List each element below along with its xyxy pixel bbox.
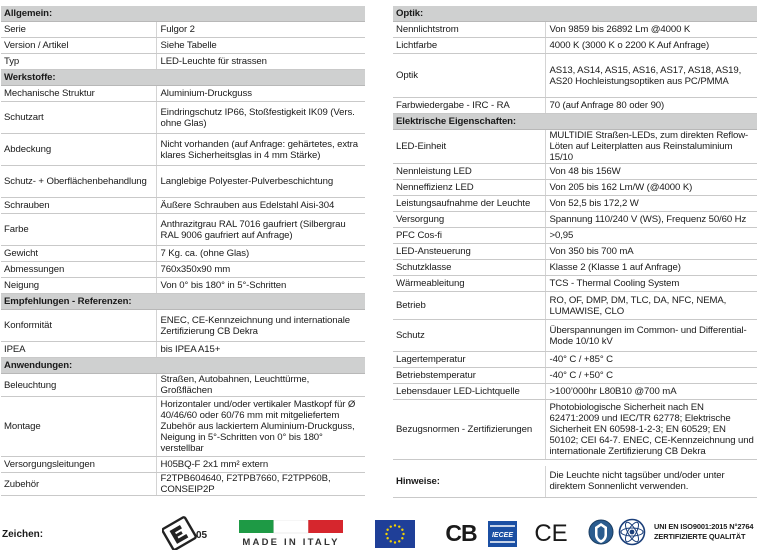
- spec-value: -40° C / +50° C: [545, 368, 757, 384]
- italy-flag-green: [239, 520, 274, 533]
- eu-star-icon: [402, 533, 404, 535]
- spec-label: Gewicht: [1, 246, 156, 262]
- spec-label: Farbwiedergabe - IRC - RA: [393, 98, 545, 114]
- cb-scheme-logo: CB: [445, 520, 477, 546]
- spec-row: [1, 214, 365, 246]
- spec-value: bis IPEA A15+: [156, 342, 365, 358]
- spec-value: Von 48 bis 156W: [545, 164, 757, 180]
- spec-row: [1, 246, 365, 262]
- spec-value: Klasse 2 (Klasse 1 auf Anfrage): [545, 260, 757, 276]
- spec-label: Abmessungen: [1, 262, 156, 278]
- spec-row: [393, 260, 757, 276]
- spec-value: Die Leuchte nicht tagsüber und/oder unter direktem Sonnenlicht verwenden.: [545, 466, 757, 498]
- section-title: Werkstoffe:: [1, 70, 365, 86]
- right-spec-table: [393, 6, 757, 498]
- spec-value: F2TPB604640, F2TPB7660, F2TPP60B, CONSEIP2P: [156, 473, 365, 496]
- spec-row: [1, 166, 365, 198]
- enec-logo: [162, 516, 212, 550]
- spec-label: LED-Ansteuerung: [393, 244, 545, 260]
- spec-value: >100’000hr L80B10 @700 mA: [545, 384, 757, 400]
- enec-number: 05: [196, 530, 208, 541]
- spec-value: Von 350 bis 700 mA: [545, 244, 757, 260]
- spec-row: [393, 244, 757, 260]
- spec-row: [393, 98, 757, 114]
- spec-label: Typ: [1, 54, 156, 70]
- spec-row: [393, 38, 757, 54]
- eu-star-icon: [398, 540, 400, 542]
- spec-label: Lagertemperatur: [393, 352, 545, 368]
- spec-value: Äußere Schrauben aus Edelstahl Aisi-304: [156, 198, 365, 214]
- spec-row: [1, 397, 365, 457]
- spec-row: [1, 102, 365, 134]
- made-in-italy-logo: [239, 520, 343, 548]
- spec-row: [1, 342, 365, 358]
- spec-label: Nenneffizienz LED: [393, 180, 545, 196]
- spec-value: Aluminium-Druckguss: [156, 86, 365, 102]
- spec-value: Spannung 110/240 V (WS), Frequenz 50/60 Hz: [545, 212, 757, 228]
- spec-value: Anthrazitgrau RAL 7016 gaufriert (Silbergrau RAL 9006 gaufriert auf Anfrage): [156, 214, 365, 246]
- spec-row: [1, 473, 365, 496]
- spec-label: Schutz- + Oberflächenbehandlung: [1, 166, 156, 198]
- section-header: [393, 114, 757, 130]
- section-title: Allgemein:: [1, 6, 365, 22]
- spec-row: [393, 130, 757, 164]
- eu-star-icon: [386, 537, 388, 539]
- eu-star-icon: [394, 524, 396, 526]
- spec-label: Optik: [393, 54, 545, 98]
- spec-label: Farbe: [1, 214, 156, 246]
- spec-value: LED-Leuchte für strassen: [156, 54, 365, 70]
- spec-row: [393, 292, 757, 320]
- spec-row: [1, 310, 365, 342]
- spec-row: [1, 134, 365, 166]
- spec-value: Überspannungen im Common- und Differential-Mode 10/10 kV: [545, 320, 757, 352]
- ukas-certification-icon: [587, 517, 615, 549]
- section-title: Optik:: [393, 6, 757, 22]
- spec-row: [393, 276, 757, 292]
- spec-row: [393, 368, 757, 384]
- iso-certification-text: UNI EN ISO9001:2015 N°2764 ZERTIFIZIERTE QUALITÄT: [654, 522, 754, 541]
- spec-label: Beleuchtung: [1, 374, 156, 397]
- made-in-italy-text: MADE IN ITALY: [242, 537, 340, 548]
- spec-row: [393, 196, 757, 212]
- spec-label: Lebensdauer LED-Lichtquelle: [393, 384, 545, 400]
- eu-star-icon: [398, 525, 400, 527]
- spec-value: H05BQ-F 2x1 mm² extern: [156, 457, 365, 473]
- spec-value: 4000 K (3000 K o 2200 K Auf Anfrage): [545, 38, 757, 54]
- spec-value: 70 (auf Anfrage 80 oder 90): [545, 98, 757, 114]
- spec-row: [393, 466, 757, 498]
- spec-label: Serie: [1, 22, 156, 38]
- section-title: Elektrische Eigenschaften:: [393, 114, 757, 130]
- eu-star-icon: [390, 540, 392, 542]
- eu-star-icon: [394, 541, 396, 543]
- spec-row: [1, 457, 365, 473]
- spec-label: PFC Cos-fi: [393, 228, 545, 244]
- spec-label: Nennlichtstrom: [393, 22, 545, 38]
- eu-star-icon: [401, 537, 403, 539]
- eu-star-icon: [386, 529, 388, 531]
- spec-value: Siehe Tabelle: [156, 38, 365, 54]
- spec-label: LED-Einheit: [393, 130, 545, 164]
- spec-row: [1, 86, 365, 102]
- section-header: [1, 294, 365, 310]
- spec-value: ENEC, CE-Kennzeichnung und internationale Zertifizierung CB Dekra: [156, 310, 365, 342]
- spec-value: MULTIDIE Straßen-LEDs, zum direkten Reflow-Löten auf Leiterplatten aus Reinstaluminium 15/10: [545, 130, 757, 164]
- spec-row: [393, 320, 757, 352]
- spec-row: [393, 212, 757, 228]
- left-spec-table: [1, 6, 365, 496]
- spec-value: TCS - Thermal Cooling System: [545, 276, 757, 292]
- spec-label: Schutz: [393, 320, 545, 352]
- spec-row: [393, 228, 757, 244]
- spec-label: Hinweise:: [393, 466, 545, 498]
- section-header: [1, 70, 365, 86]
- spec-value: Horizontaler und/oder vertikaler Mastkopf für Ø 40/46/60 oder 60/76 mm mit mitgeliefertem Zubehör aus lackiertem Aluminium-Druckguss, Neigung in 5°-Schritten von 0° bis 180° verstellbar: [156, 397, 365, 457]
- spec-value: AS13, AS14, AS15, AS16, AS17, AS18, AS19, AS20 Hochleistungsoptiken aus PC/PMMA: [545, 54, 757, 98]
- iqnet-certification-icon: [617, 517, 647, 549]
- eu-star-icon: [401, 529, 403, 531]
- spec-value: Von 9859 bis 26892 Lm @4000 K: [545, 22, 757, 38]
- spec-value: 7 Kg. ca. (ohne Glas): [156, 246, 365, 262]
- spec-label: Abdeckung: [1, 134, 156, 166]
- spec-value: 760x350x90 mm: [156, 262, 365, 278]
- iecee-text: IECEE: [491, 532, 514, 539]
- spec-label: Neigung: [1, 278, 156, 294]
- spec-label: Wärmeableitung: [393, 276, 545, 292]
- ce-mark-logo: CE: [534, 520, 568, 547]
- spec-label: Schrauben: [1, 198, 156, 214]
- spec-label: Betrieb: [393, 292, 545, 320]
- spec-row: [1, 278, 365, 294]
- spec-label: Konformität: [1, 310, 156, 342]
- spec-value: -40° C / +85° C: [545, 352, 757, 368]
- spec-row: [1, 374, 365, 397]
- spec-value: RO, OF, DMP, DM, TLC, DA, NFC, NEMA, LUMAWISE, CLO: [545, 292, 757, 320]
- eu-star-icon: [385, 533, 387, 535]
- spec-row: [393, 400, 757, 460]
- spec-label: Version / Artikel: [1, 38, 156, 54]
- spec-label: Zubehör: [1, 473, 156, 496]
- spec-row: [1, 198, 365, 214]
- spec-label: Leistungsaufnahme der Leuchte: [393, 196, 545, 212]
- eu-star-icon: [390, 525, 392, 527]
- spec-label: Lichtfarbe: [393, 38, 545, 54]
- spec-label: Schutzart: [1, 102, 156, 134]
- iecee-logo: [488, 521, 517, 547]
- section-title: Empfehlungen - Referenzen:: [1, 294, 365, 310]
- spec-label: Nennleistung LED: [393, 164, 545, 180]
- eu-flag-background: [375, 520, 415, 548]
- spec-label: Versorgung: [393, 212, 545, 228]
- spec-row: [393, 384, 757, 400]
- spec-row: [393, 352, 757, 368]
- eu-flag-icon: [375, 520, 415, 548]
- spec-label: IPEA: [1, 342, 156, 358]
- section-header: [1, 358, 365, 374]
- section-header: [1, 6, 365, 22]
- spec-label: Mechanische Struktur: [1, 86, 156, 102]
- section-header: [393, 6, 757, 22]
- spec-row: [393, 180, 757, 196]
- spec-value: Straßen, Autobahnen, Leuchttürme, Großflächen: [156, 374, 365, 397]
- spec-value: Photobiologische Sicherheit nach EN 62471:2009 und IEC/TR 62778; Elektrische Sicherheit EN 60598-1-2-3; EN 60529; EN 50102; CEI 64-7. ENEC, CE-Kennzeichnung und internationale Zertifizierung CB Dekra: [545, 400, 757, 460]
- spec-row: [393, 22, 757, 38]
- spec-row: [393, 54, 757, 98]
- spec-row: [1, 38, 365, 54]
- spec-value: Langlebige Polyester-Pulverbeschichtung: [156, 166, 365, 198]
- spec-label: Betriebstemperatur: [393, 368, 545, 384]
- spec-row: [1, 54, 365, 70]
- section-title: Anwendungen:: [1, 358, 365, 374]
- spec-row: [1, 262, 365, 278]
- spec-label: Schutzklasse: [393, 260, 545, 276]
- footer-label: Zeichen:: [2, 529, 44, 540]
- italy-flag-red: [308, 520, 343, 533]
- spec-label: Bezugsnormen - Zertifizierungen: [393, 400, 545, 460]
- spec-value: Nicht vorhanden (auf Anfrage: gehärtetes, extra klares Sicherheitsglas in 4 mm Stärke): [156, 134, 365, 166]
- spec-value: >0,95: [545, 228, 757, 244]
- spec-row: [393, 164, 757, 180]
- spec-value: Fulgor 2: [156, 22, 365, 38]
- spec-value: Von 52,5 bis 172,2 W: [545, 196, 757, 212]
- spec-label: Montage: [1, 397, 156, 457]
- spec-value: Von 0° bis 180° in 5°-Schritten: [156, 278, 365, 294]
- spec-value: Eindringschutz IP66, Stoßfestigkeit IK09 (Vers. ohne Glas): [156, 102, 365, 134]
- spec-value: Von 205 bis 162 Lm/W (@4000 K): [545, 180, 757, 196]
- spec-row: [1, 22, 365, 38]
- spec-label: Versorgungsleitungen: [1, 457, 156, 473]
